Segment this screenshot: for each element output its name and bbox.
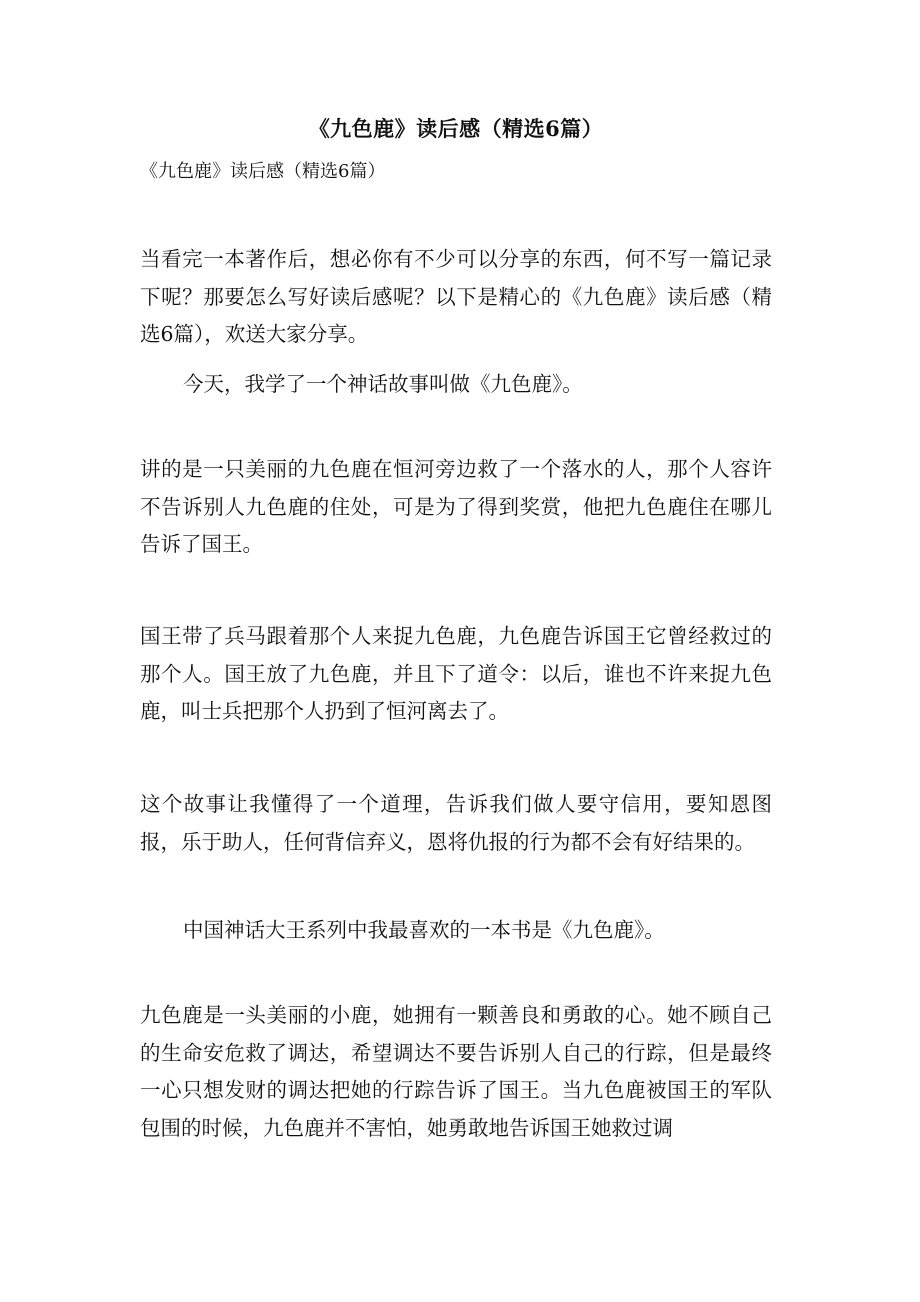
paragraph-essay2-opening: 中国神话大王系列中我最喜欢的一本书是《九色鹿》。 xyxy=(183,918,665,942)
paragraph-essay1-opening: 今天，我学了一个神话故事叫做《九色鹿》。 xyxy=(183,372,583,396)
paragraph-story-summary: 讲的是一只美丽的九色鹿在恒河旁边救了一个落水的人，那个人容许不告诉别人九色鹿的住处，可是为了得到奖赏，他把九色鹿住在哪儿告诉了国王。 xyxy=(140,457,772,556)
intro-paragraph: 当看完一本著作后，想必你有不少可以分享的东西，何不写一篇记录下呢？那要怎么写好读后感呢？以下是精心的《九色鹿》读后感（精选6篇），欢送大家分享。 xyxy=(140,247,772,346)
document-title: 《九色鹿》读后感（精选6篇） xyxy=(308,116,604,141)
document-subtitle: 《九色鹿》读后感（精选6篇） xyxy=(140,161,386,182)
paragraph-king-order: 国王带了兵马跟着那个人来捉九色鹿，九色鹿告诉国王它曾经救过的那个人。国王放了九色鹿，并且下了道令：以后，谁也不许来捉九色鹿，叫士兵把那个人扔到了恒河离去了。 xyxy=(140,624,772,723)
paragraph-lesson: 这个故事让我懂得了一个道理，告诉我们做人要守信用，要知恩图报，乐于助人，任何背信弃义，恩将仇报的行为都不会有好结果的。 xyxy=(140,792,772,854)
paragraph-deer-description: 九色鹿是一头美丽的小鹿，她拥有一颗善良和勇敢的心。她不顾自己的生命安危救了调达，希望调达不要告诉别人自己的行踪，但是最终一心只想发财的调达把她的行踪告诉了国王。当九色鹿被国王的军队包围的时候，九色鹿并不害怕，她勇敢地告诉国王她救过调 xyxy=(140,1003,772,1140)
